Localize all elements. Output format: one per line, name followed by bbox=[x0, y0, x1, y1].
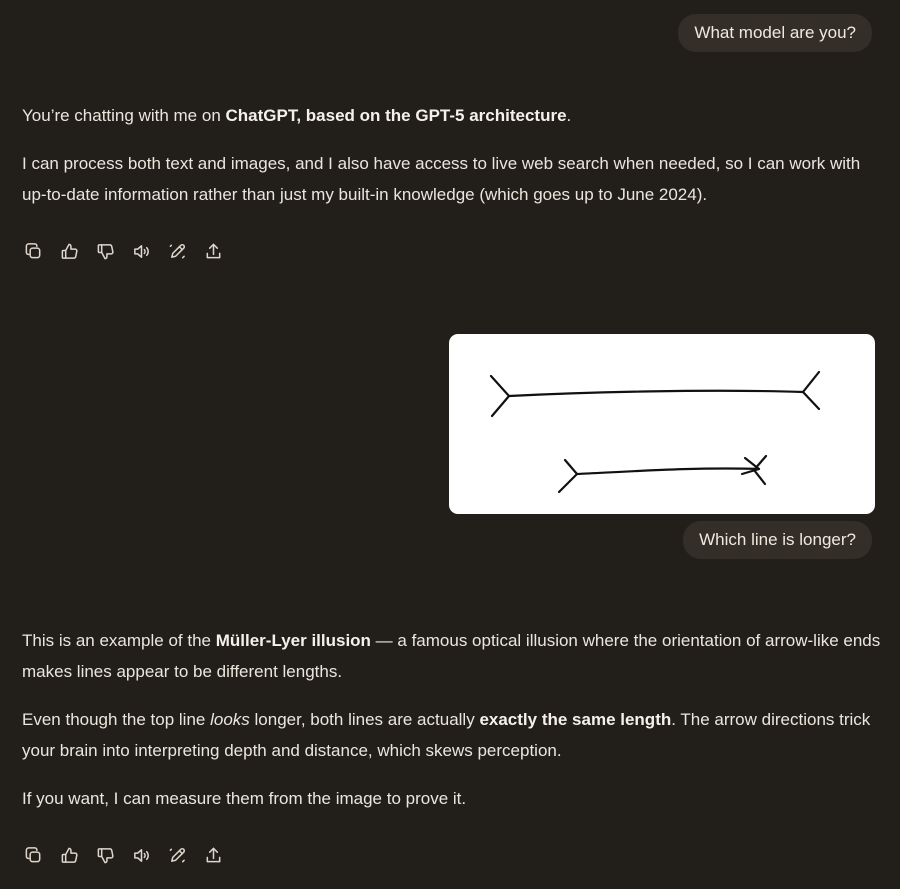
bold-text: Müller-Lyer illusion bbox=[215, 631, 371, 650]
assistant-paragraph: I can process both text and images, and I also have access to live web search when needed, so I can work with up-to-date information rather than just my built-in knowledge (which goes up to June 2024). bbox=[22, 154, 861, 204]
copy-icon[interactable] bbox=[23, 845, 43, 865]
assistant-message bbox=[22, 100, 882, 210]
text-span: — a famous optical illusion where the orientation of arrow-like ends makes lines appear to be different lengths. bbox=[22, 631, 881, 681]
assistant-paragraph bbox=[22, 704, 882, 766]
message-actions bbox=[23, 845, 223, 865]
text-span: longer, both lines are actually bbox=[249, 710, 480, 729]
italic-text: looks bbox=[210, 710, 250, 729]
muller-lyer-drawing bbox=[449, 334, 875, 514]
user-message-bubble: Which line is longer? bbox=[683, 521, 872, 559]
assistant-paragraph: If you want, I can measure them from the image to prove it. bbox=[22, 789, 467, 808]
share-icon[interactable] bbox=[203, 845, 223, 865]
text-span: . bbox=[566, 106, 572, 125]
share-icon[interactable] bbox=[203, 241, 223, 261]
edit-icon[interactable] bbox=[167, 241, 187, 261]
text-span: . The arrow directions trick your brain into interpreting depth and distance, which skews perception. bbox=[22, 710, 871, 760]
bold-text: exactly the same length bbox=[479, 710, 672, 729]
assistant-message bbox=[22, 625, 882, 814]
thumbs-down-icon[interactable] bbox=[95, 241, 115, 261]
read-aloud-icon[interactable] bbox=[131, 241, 151, 261]
thumbs-up-icon[interactable] bbox=[59, 845, 79, 865]
copy-icon[interactable] bbox=[23, 241, 43, 261]
read-aloud-icon[interactable] bbox=[131, 845, 151, 865]
thumbs-down-icon[interactable] bbox=[95, 845, 115, 865]
text-span: You’re chatting with me on bbox=[22, 106, 226, 125]
uploaded-image[interactable] bbox=[449, 334, 875, 514]
text-span: This is an example of the bbox=[22, 631, 216, 650]
text-span: Even though the top line bbox=[22, 710, 211, 729]
message-actions bbox=[23, 241, 223, 261]
thumbs-up-icon[interactable] bbox=[59, 241, 79, 261]
bold-text: ChatGPT, based on the GPT-5 architecture bbox=[225, 106, 567, 125]
assistant-paragraph bbox=[22, 100, 882, 131]
assistant-paragraph bbox=[22, 625, 882, 687]
edit-icon[interactable] bbox=[167, 845, 187, 865]
user-message-bubble: What model are you? bbox=[678, 14, 872, 52]
